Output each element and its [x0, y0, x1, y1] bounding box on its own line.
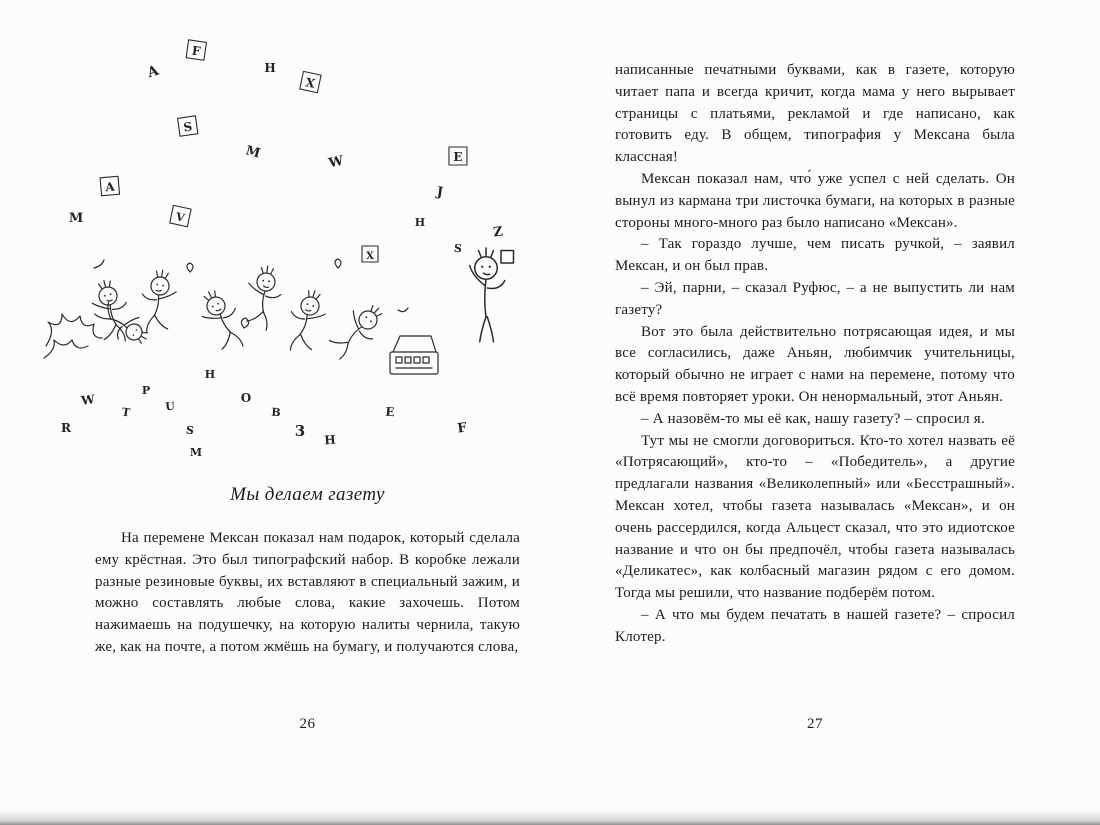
scattered-letter: R — [61, 421, 71, 435]
scattered-letter: M — [68, 211, 84, 226]
scattered-letter: S — [185, 423, 195, 438]
scattered-letter: H — [204, 368, 216, 381]
right-page-text — [615, 60, 1015, 649]
scattered-letter: H — [264, 61, 276, 75]
svg-text:S: S — [182, 119, 194, 135]
scattered-letter: S — [453, 241, 463, 256]
svg-text:X: X — [366, 251, 374, 262]
chapter-title: Мы делаем газету — [230, 484, 385, 505]
scattered-letter: F — [456, 420, 468, 437]
scattered-letter: M — [189, 446, 203, 459]
paragraph: Мексан показал нам, что́ уже успел с ней сделать. Он вынул из кармана три листочка бумаги, на которых в разные стороны много-много раз было написано «Мексан». — [615, 170, 1015, 231]
scattered-letter: W — [80, 392, 96, 408]
paragraph-dialogue: – Эй, парни, – сказал Руфюс, – а не выпустить ли нам газету? — [615, 279, 1015, 318]
page-number-left: 26 — [299, 716, 316, 732]
svg-text:F: F — [190, 43, 202, 59]
scattered-letter: H — [414, 216, 426, 229]
paragraph: Вот это была действительно потрясающая идея, и мы все согласились, даже Аньян, любимчик учительницы, который обычно не играет с нами на перемене, потому что всё время повторяет уроки. Он ненормальный, этот Аньян. — [615, 323, 1015, 405]
paragraph-dialogue: – А что мы будем печатать в нашей газете? – спросил Клотер. — [615, 606, 1015, 645]
page-bottom-shadow — [0, 811, 1100, 825]
scattered-letter: A — [145, 62, 161, 82]
scattered-letter: P — [141, 384, 151, 397]
svg-text:A: A — [104, 179, 116, 195]
paragraph-dialogue: – Так гораздо лучше, чем писать ручкой, – заявил Мексан, и он был прав. — [615, 236, 1015, 275]
scattered-letter: O — [240, 391, 252, 405]
scattered-letter: M — [243, 143, 262, 162]
paragraph: написанные печатными буквами, как в газете, которую читает папа и всегда кричит, когда мама у него вырывает страницы с платьями, рекламой и где написано, как готовить еду. В общем, типография у Мексана была классная! — [615, 62, 1015, 166]
svg-text:X: X — [304, 75, 317, 91]
scattered-letter: B — [270, 405, 282, 420]
scattered-letter: U — [164, 399, 176, 414]
svg-text:E: E — [453, 150, 463, 164]
scattered-letter: T — [120, 405, 131, 420]
scattered-letter: Z — [492, 224, 504, 241]
scattered-letter: 3 — [294, 422, 306, 440]
page-number-right: 27 — [807, 716, 823, 732]
paragraph: Тут мы не смогли договориться. Кто-то хотел назвать её «Потрясающий», кто-то – «Победитель», а другие предлагали названия «Великолепный» или «Бесстрашный». Мексан хотел, чтобы газета называлась «Мексан», и он очень рассердился, когда Альцест сказал, что это идиотское название и что он бы предпочёл, чтобы газета называлась «Деликатес», как колбасный магазин рядом с его домом. Тогда мы решили, что название подберём потом. — [615, 432, 1015, 602]
scattered-letter: J — [435, 184, 445, 201]
svg-text:V: V — [174, 210, 186, 225]
scattered-letter: E — [384, 404, 396, 420]
scattered-letter: H — [323, 432, 337, 448]
scattered-letter: W — [327, 153, 345, 172]
paragraph-dialogue: – А назовём-то мы её как, нашу газету? – спросил я. — [641, 410, 985, 427]
paragraph: На перемене Мексан показал нам подарок, который сделала ему крёстная. Это был типографский набор. В коробке лежали разные резиновые буквы, их вставляют в специальный зажим, и можно составлять любые слова, какие захочешь. Потом нажимаешь на подушечку, на которую налиты чернила, такую же, как на почте, а потом жмёшь на бумагу, и получаются слова, — [95, 530, 520, 655]
